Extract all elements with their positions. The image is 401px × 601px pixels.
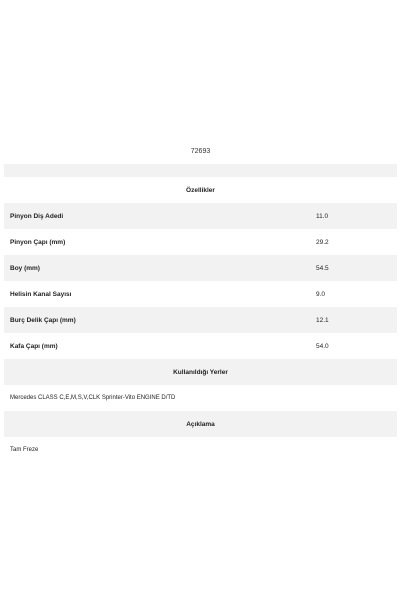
spec-value: 54.0	[316, 342, 329, 350]
spec-label: Pinyon Diş Adedi	[10, 212, 64, 220]
usage-header	[4, 359, 397, 385]
product-code: 72693	[190, 148, 211, 155]
features-header	[4, 177, 397, 203]
spec-label: Pinyon Çapı (mm)	[10, 238, 66, 246]
features-title: Özellikler	[186, 186, 215, 194]
description-title: Açıklama	[186, 420, 215, 428]
spec-value: 29.2	[316, 238, 329, 246]
spec-row-bushing-hole	[4, 307, 397, 333]
spec-row-pinion-teeth	[4, 203, 397, 229]
spec-label: Boy (mm)	[10, 264, 40, 272]
usage-title: Kullanıldığı Yerler	[173, 368, 228, 376]
spec-label: Kafa Çapı (mm)	[10, 342, 58, 350]
table-spacer	[4, 164, 397, 177]
spec-value: 9.0	[316, 290, 326, 298]
spec-value: 12.1	[316, 316, 329, 324]
spec-row-pinion-diameter	[4, 229, 397, 255]
product-details-table	[4, 164, 397, 463]
spec-label: Burç Delik Çapı (mm)	[10, 316, 76, 324]
spec-value: 54.5	[316, 264, 329, 272]
description-text: Tam Freze	[4, 437, 397, 463]
spec-label: Helisin Kanal Sayısı	[10, 290, 72, 298]
usage-text: Mercedes CLASS C,E,M,S,V,CLK Sprinter-Vito ENGINE D/TD	[4, 385, 397, 411]
spec-row-length	[4, 255, 397, 281]
spec-row-head-diameter	[4, 333, 397, 359]
description-header	[4, 411, 397, 437]
spec-value: 11.0	[316, 212, 329, 220]
spec-row-helix-channels	[4, 281, 397, 307]
